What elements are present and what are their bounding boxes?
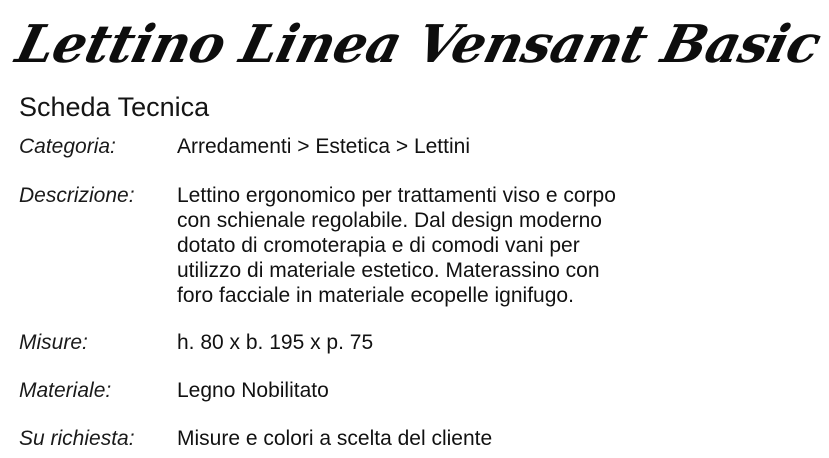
misure-value: h. 80 x b. 195 x p. 75 <box>177 331 374 354</box>
su-richiesta-label: Su richiesta: <box>19 427 135 450</box>
materiale-label: Materiale: <box>19 379 112 402</box>
descrizione-line: foro facciale in materiale ecopelle ignifugo. <box>177 284 574 307</box>
product-title: Lettino Linea Vensant Basic <box>10 14 827 75</box>
categoria-value: Arredamenti > Estetica > Lettini <box>177 135 470 158</box>
categoria-label: Categoria: <box>19 135 116 158</box>
descrizione-value <box>177 183 702 308</box>
materiale-value: Legno Nobilitato <box>177 379 329 402</box>
descrizione-label: Descrizione: <box>19 184 135 207</box>
descrizione-line: Lettino ergonomico per trattamenti viso e corpo <box>177 184 616 207</box>
descrizione-line: con schienale regolabile. Dal design moderno <box>177 209 602 232</box>
misure-label: Misure: <box>19 331 88 354</box>
su-richiesta-value: Misure e colori a scelta del cliente <box>177 427 493 450</box>
descrizione-line: dotato di cromoterapia e di comodi vani per <box>177 234 580 257</box>
section-heading: Scheda Tecnica <box>19 92 210 122</box>
descrizione-line: utilizzo di materiale estetico. Materassino con <box>177 259 600 282</box>
